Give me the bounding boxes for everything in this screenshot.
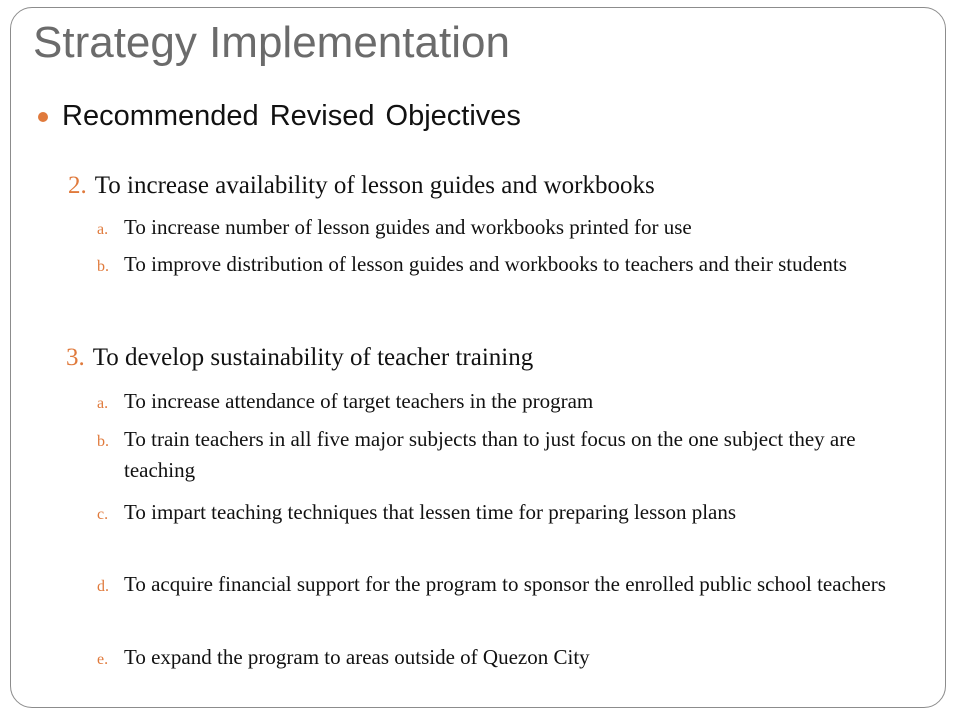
- item-text: To train teachers in all five major subjects than to just focus on the one subject they are teaching: [124, 427, 856, 482]
- objective-3-item-c: [97, 497, 917, 530]
- objective-number: 2.: [68, 172, 87, 199]
- objective-3-item-d: [97, 569, 917, 602]
- item-marker: b.: [97, 433, 109, 450]
- item-marker: a.: [97, 221, 109, 238]
- item-text: To expand the program to areas outside of Quezon City: [124, 645, 590, 669]
- objective-number: 3.: [66, 344, 85, 371]
- item-marker: d.: [97, 578, 109, 595]
- item-marker: b.: [97, 258, 109, 275]
- item-marker: e.: [97, 651, 109, 668]
- item-text: To impart teaching techniques that lessen time for preparing lesson plans: [124, 500, 737, 524]
- item-text: To improve distribution of lesson guides and workbooks to teachers and their students: [124, 252, 847, 276]
- item-text: To increase attendance of target teachers in the program: [124, 389, 594, 413]
- objective-3-item-e: [97, 642, 917, 675]
- objective-2-item-b: [97, 249, 917, 282]
- objective-3: [66, 344, 533, 372]
- bullet-dot-icon: [38, 112, 48, 122]
- objective-3-item-a: [97, 386, 917, 419]
- objective-text: To develop sustainability of teacher training: [92, 344, 534, 371]
- main-bullet: [38, 100, 521, 133]
- slide-title: Strategy Implementation: [33, 18, 510, 67]
- item-marker: c.: [97, 506, 109, 523]
- objective-2-item-a: [97, 212, 917, 245]
- objective-3-item-b: [97, 424, 917, 486]
- main-bullet-text: Recommended Revised Objectives: [62, 100, 521, 132]
- item-marker: a.: [97, 395, 109, 412]
- objective-2: [68, 172, 655, 200]
- item-text: To acquire financial support for the program to sponsor the enrolled public school teachers: [124, 572, 886, 596]
- objective-text: To increase availability of lesson guides and workbooks: [94, 172, 655, 199]
- item-text: To increase number of lesson guides and workbooks printed for use: [124, 215, 692, 239]
